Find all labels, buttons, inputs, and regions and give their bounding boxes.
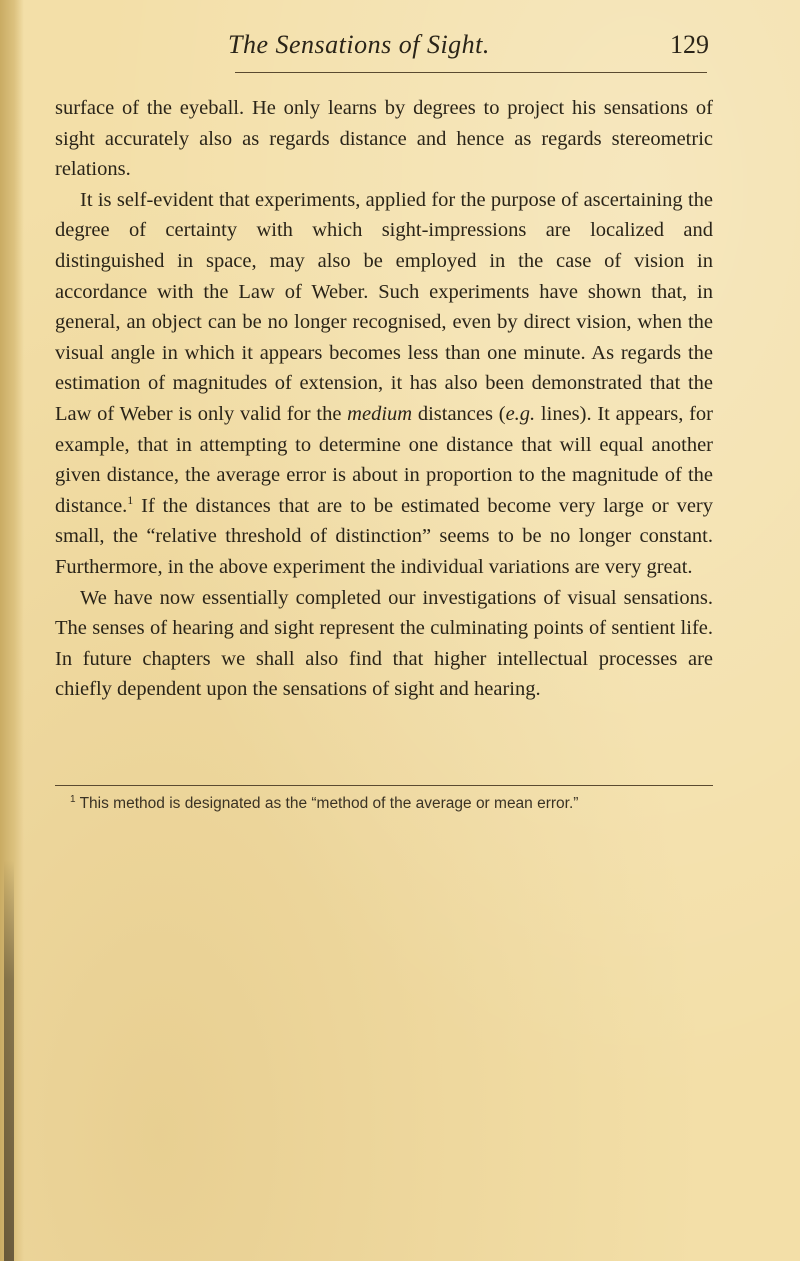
header-rule xyxy=(235,72,707,73)
footnote-text: This method is designated as the “method of the average or mean error.” xyxy=(79,795,579,812)
footnote-rule xyxy=(55,785,713,786)
paragraph-2-part-a: It is self-evident that experiments, applied for the purpose of ascertaining the degree of certainty with which sight-impressions are localized and distinguished in space, may also be employed in the case of vision in accordance with the Law of Weber. Such experiments have shown that, in general, an object can be no longer recognised, even by direct vision, when the visual angle in which it appears becomes less than one minute. As regards the estimation of magnitudes of extension, it has also been demonstrated that the Law of Weber is only valid for the xyxy=(55,188,713,425)
footnote xyxy=(70,793,713,815)
footnote-marker: 1 xyxy=(70,794,76,805)
paragraph-3: We have now essentially completed our investigations of visual sensations. The senses of hearing and sight represent the culminating points of sentient life. In future chapters we shall also find that higher intellectual processes are chiefly dependent upon the sensations of sight and hearing. xyxy=(55,586,713,701)
emphasis-eg: e.g. xyxy=(505,402,536,425)
emphasis-medium: medium xyxy=(347,402,413,425)
paragraph-2-part-c: lines). It appears, for example, that in attempting to determine one distance that will equal another given distance, the average error is about in proportion to the magnitude of the distance. xyxy=(55,402,713,517)
running-head xyxy=(0,30,800,70)
page-number: 129 xyxy=(670,30,709,59)
body-text xyxy=(55,93,713,705)
paragraph-1: surface of the eyeball. He only learns by degrees to project his sensations of sight accurately also as regards distance and hence as regards stereometric relations. xyxy=(55,97,713,181)
running-title: The Sensations of Sight. xyxy=(228,30,490,59)
footnote-reference[interactable]: 1 xyxy=(127,492,134,507)
paragraph-2-part-b: distances ( xyxy=(417,402,506,425)
paragraph-2-part-d: If the distances that are to be estimated become very large or very small, the “relative threshold of distinction” seems to be no longer constant. Furthermore, in the above experiment the individual variations are very great. xyxy=(55,494,713,578)
paragraph-2 xyxy=(55,185,713,583)
